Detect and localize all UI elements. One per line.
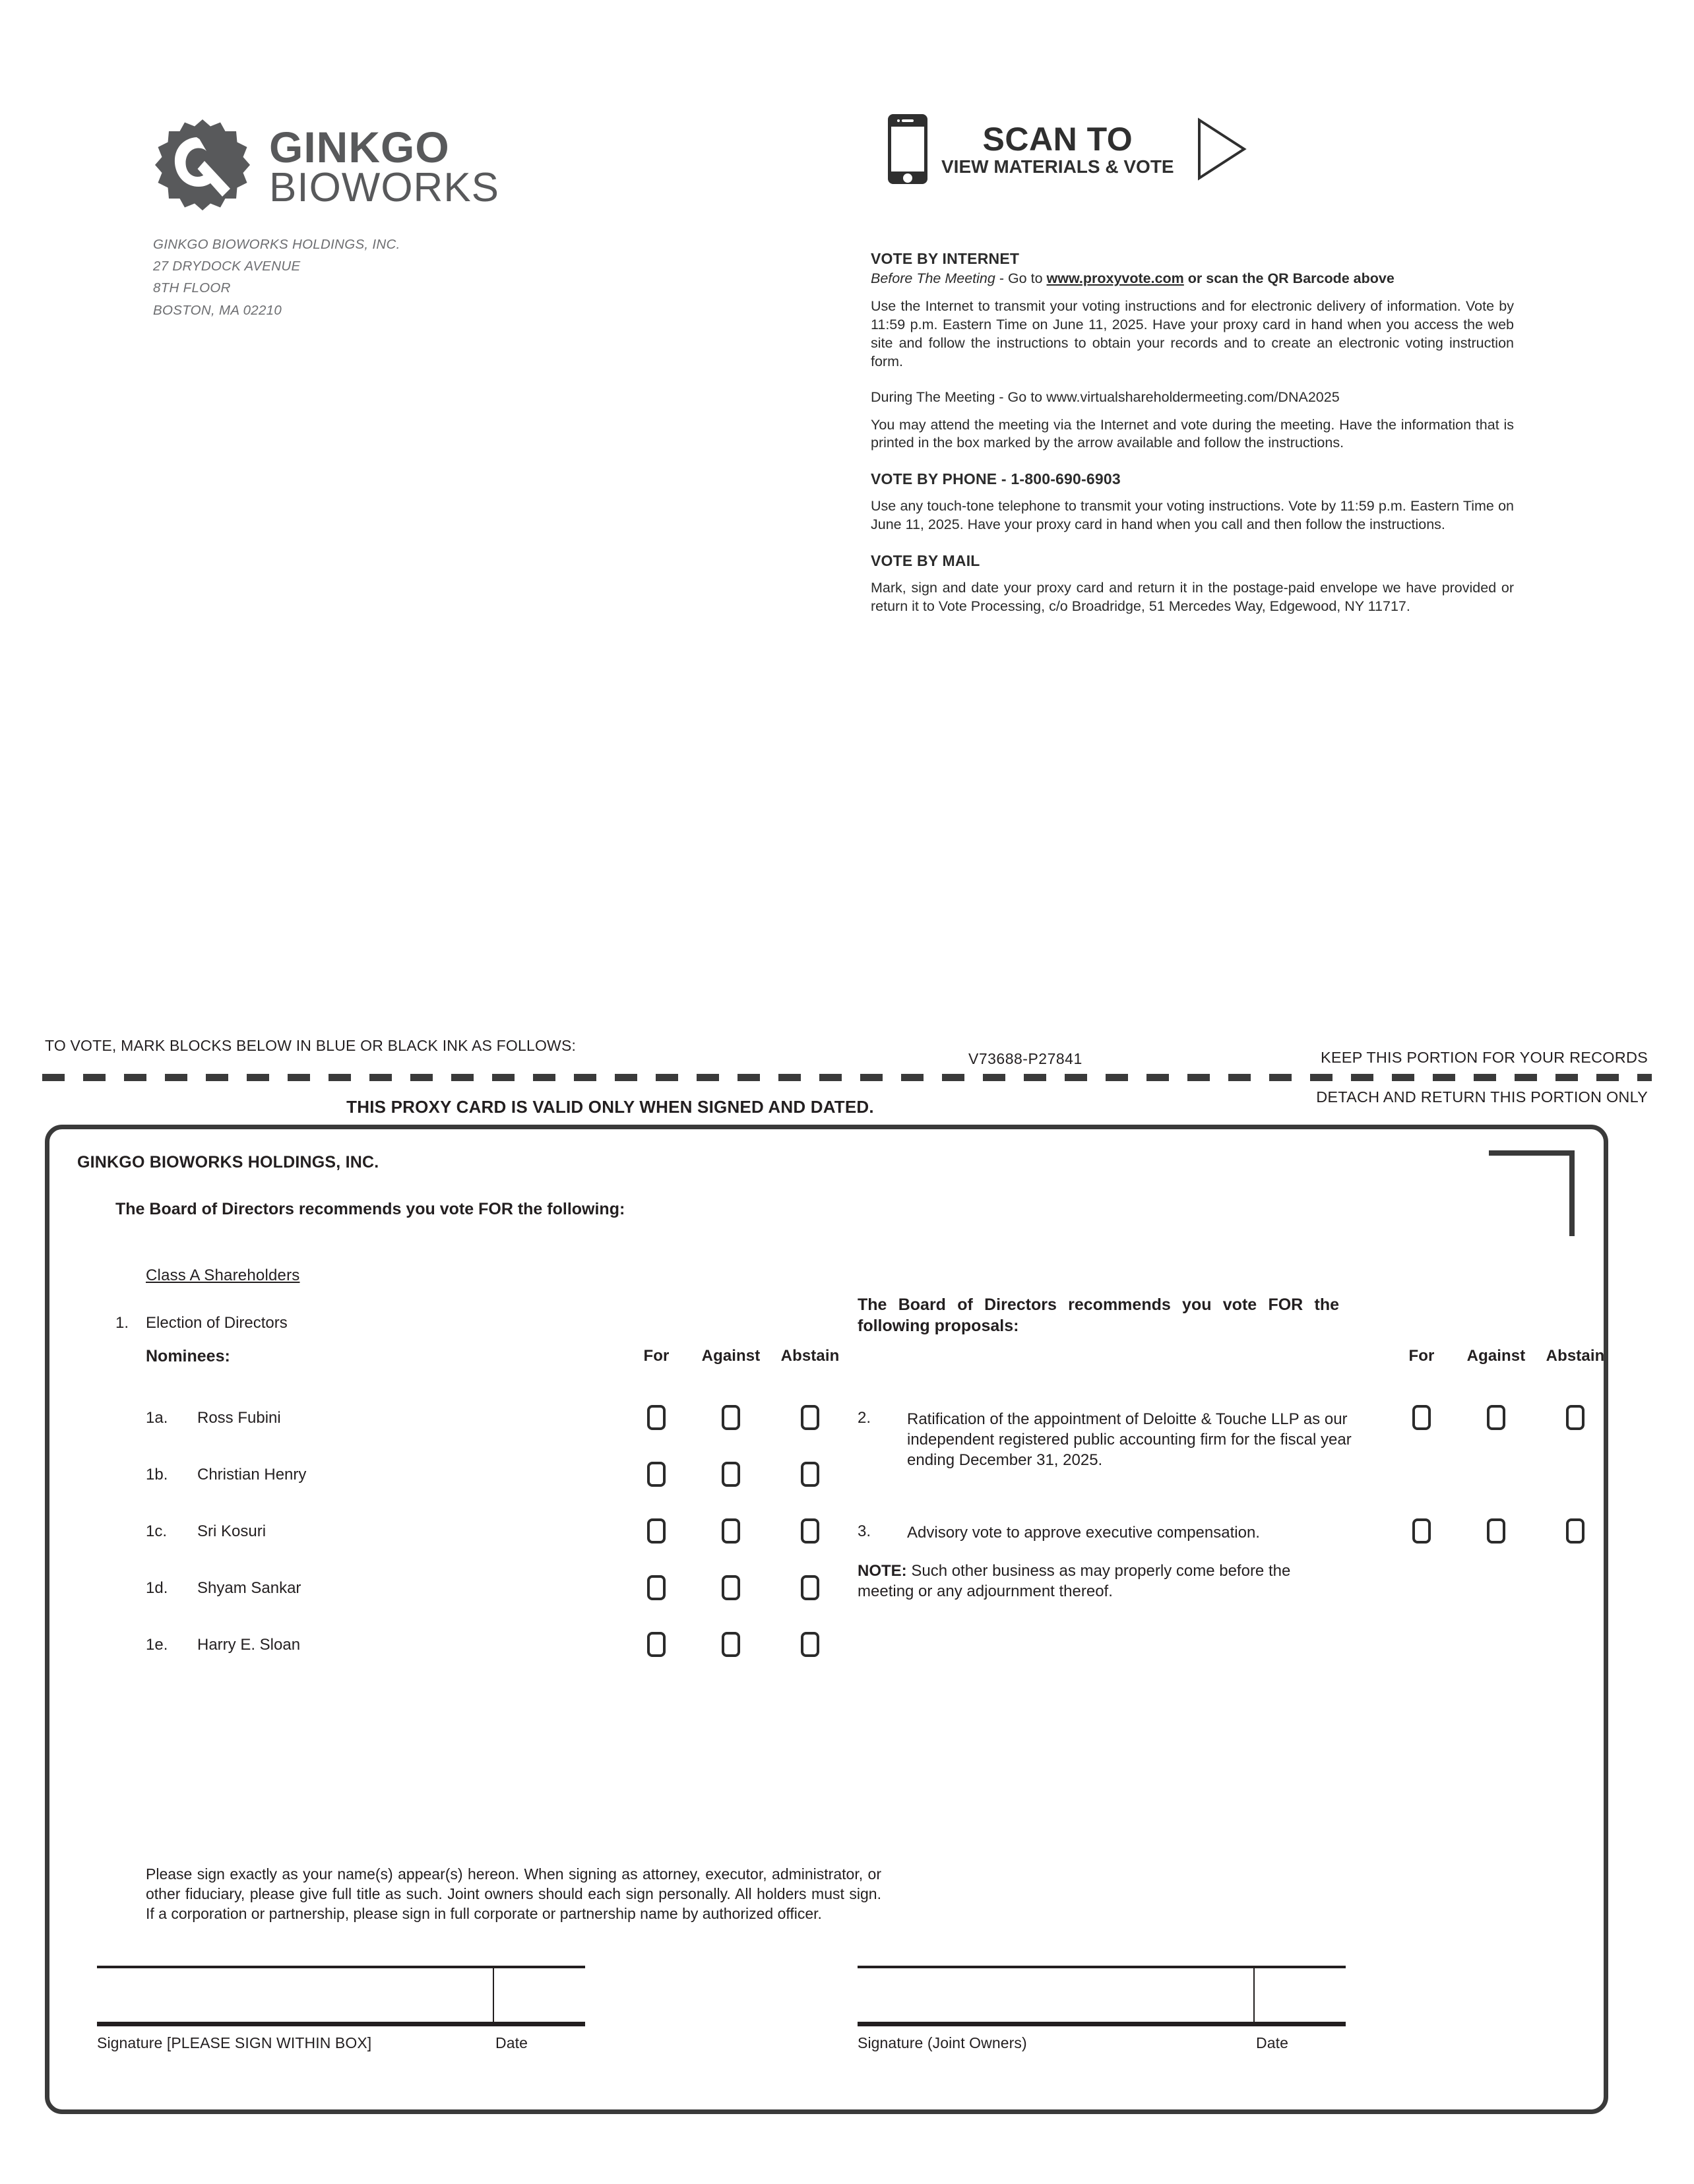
- logo-text-ginkgo: GINKGO: [269, 122, 450, 172]
- signature-date-label-joint: Date: [1256, 2034, 1288, 2051]
- note-text: Such other business as may properly come before the meeting or any adjournment thereof.: [858, 1562, 1291, 1600]
- signature-label-primary: Signature [PLEASE SIGN WITHIN BOX]: [97, 2034, 372, 2051]
- vote-by-mail-heading: VOTE BY MAIL: [871, 552, 980, 570]
- signature-instructions: Please sign exactly as your name(s) appear(s) hereon. When signing as attorney, executor, administrator, or other fiduciary, please give full title as such. Joint owners should each sign personally. All holders must sign. If a corporation or partnership, please sign in full corporate or partnership name by authorized officer.: [146, 1865, 881, 1922]
- scan-to-text: [941, 120, 1174, 177]
- checkbox-1d-abstain[interactable]: [801, 1575, 819, 1600]
- nominee-name-1b: Christian Henry: [197, 1466, 307, 1483]
- checkbox-1e-against[interactable]: [722, 1632, 740, 1657]
- nominees-label: Nominees:: [146, 1347, 230, 1365]
- class-a-shareholders-label: Class A Shareholders: [146, 1266, 300, 1284]
- nominee-key-1b: 1b.: [146, 1466, 168, 1483]
- nominee-name-1e: Harry E. Sloan: [197, 1636, 301, 1654]
- checkbox-proposal-2-abstain[interactable]: [1566, 1405, 1584, 1430]
- address-line-2: 27 DRYDOCK AVENUE: [153, 259, 301, 274]
- proposal-2-number: 2.: [858, 1409, 871, 1427]
- proposal-2-text: Ratification of the appointment of Deloitte & Touche LLP as our independent registered public accounting firm for the fiscal year ending December 31, 2025.: [907, 1410, 1352, 1470]
- mobile-phone-icon: [887, 113, 928, 185]
- nominee-key-1e: 1e.: [146, 1636, 168, 1654]
- checkbox-1b-against[interactable]: [722, 1462, 740, 1487]
- before-meeting-sep: - Go to: [995, 270, 1047, 286]
- board-recommendation-right: The Board of Directors recommends you vote FOR the following proposals:: [858, 1295, 1339, 1335]
- item-1-number: 1.: [115, 1314, 129, 1332]
- nominee-key-1c: 1c.: [146, 1522, 168, 1540]
- proxy-valid-note: THIS PROXY CARD IS VALID ONLY WHEN SIGNED AND DATED.: [346, 1097, 874, 1117]
- triangle-arrow-icon: [1195, 117, 1248, 181]
- checkbox-proposal-2-against[interactable]: [1487, 1405, 1505, 1430]
- right-column-header-against: Against: [1466, 1347, 1526, 1365]
- during-meeting-sep: - Go to: [995, 389, 1047, 405]
- checkbox-1a-for[interactable]: [647, 1405, 666, 1430]
- voting-instructions: [871, 249, 1514, 616]
- checkbox-1a-against[interactable]: [722, 1405, 740, 1430]
- signature-box-primary[interactable]: [97, 1966, 585, 2026]
- ginkgo-gear-logo-icon: [153, 117, 252, 216]
- address-line-3: 8TH FLOOR: [153, 280, 231, 296]
- checkbox-proposal-3-abstain[interactable]: [1566, 1518, 1584, 1544]
- before-meeting-tail: or scan the QR Barcode above: [1183, 270, 1395, 286]
- before-meeting-line: [871, 270, 1514, 288]
- detach-portion-label: DETACH AND RETURN THIS PORTION ONLY: [1316, 1088, 1648, 1106]
- checkbox-1e-abstain[interactable]: [801, 1632, 819, 1657]
- nominee-key-1a: 1a.: [146, 1409, 168, 1427]
- signature-date-divider-primary: [493, 1968, 494, 2022]
- nominee-key-1d: 1d.: [146, 1579, 168, 1597]
- internet-during-body: You may attend the meeting via the Internet and vote during the meeting. Have the information that is printed in the box marked by the arrow available and follow the instructions.: [871, 416, 1514, 451]
- note-block: [858, 1561, 1346, 1602]
- checkbox-proposal-3-against[interactable]: [1487, 1518, 1505, 1544]
- proxyvote-link[interactable]: www.proxyvote.com: [1046, 270, 1184, 286]
- checkbox-1e-for[interactable]: [647, 1632, 666, 1657]
- checkbox-1a-abstain[interactable]: [801, 1405, 819, 1430]
- checkbox-1c-for[interactable]: [647, 1518, 666, 1544]
- signature-date-divider-joint: [1253, 1968, 1255, 2022]
- checkbox-proposal-3-for[interactable]: [1412, 1518, 1431, 1544]
- proposal-3-number: 3.: [858, 1522, 871, 1540]
- scan-to-title: SCAN TO: [982, 120, 1133, 158]
- signature-label-joint: Signature (Joint Owners): [858, 2034, 1027, 2051]
- checkbox-proposal-2-for[interactable]: [1412, 1405, 1431, 1430]
- company-address: [153, 234, 522, 321]
- vote-by-phone-body: Use any touch-tone telephone to transmit your voting instructions. Vote by 11:59 p.m. Eastern Time on June 11, 2025. Have your proxy card in hand when you call and then follow the instructions.: [871, 498, 1514, 533]
- virtual-meeting-link[interactable]: www.virtualshareholdermeeting.com/DNA2025: [1046, 389, 1340, 405]
- proposal-3-text: Advisory vote to approve executive compensation.: [907, 1524, 1260, 1542]
- left-column-header-abstain: Abstain: [780, 1347, 840, 1365]
- logo-text-bioworks: BIOWORKS: [269, 164, 500, 210]
- control-number-corner-marker: [1489, 1150, 1575, 1236]
- during-meeting-line: [871, 389, 1514, 407]
- scan-to-vote-block: [887, 113, 1248, 185]
- nominee-name-1c: Sri Kosuri: [197, 1522, 267, 1540]
- left-column-header-for: For: [643, 1347, 670, 1365]
- board-recommendation-left: The Board of Directors recommends you vote FOR the following:: [115, 1200, 625, 1218]
- nominee-name-1a: Ross Fubini: [197, 1409, 281, 1427]
- left-column-header-against: Against: [701, 1347, 761, 1365]
- keep-portion-label: KEEP THIS PORTION FOR YOUR RECORDS: [1320, 1049, 1648, 1066]
- signature-date-label-primary: Date: [495, 2034, 528, 2051]
- company-logo-block: [153, 117, 522, 321]
- address-line-1: GINKGO BIOWORKS HOLDINGS, INC.: [153, 237, 400, 252]
- signature-box-joint[interactable]: [858, 1966, 1346, 2026]
- right-column-header-abstain: Abstain: [1546, 1347, 1605, 1365]
- vote-by-mail-body: Mark, sign and date your proxy card and return it in the postage-paid envelope we have provided or return it to Vote Processing, c/o Broadridge, 51 Mercedes Way, Edgewood, NY 11717.: [871, 580, 1514, 614]
- logo-row: [153, 117, 522, 216]
- scan-to-subtitle: VIEW MATERIALS & VOTE: [941, 156, 1174, 177]
- item-1-label: Election of Directors: [146, 1314, 288, 1332]
- checkbox-1c-against[interactable]: [722, 1518, 740, 1544]
- vote-by-phone-heading: VOTE BY PHONE - 1-800-690-6903: [871, 470, 1121, 488]
- internet-before-body: Use the Internet to transmit your voting instructions and for electronic delivery of information. Vote by 11:59 p.m. Eastern Time on June 11, 2025. Have your proxy card in hand when you access the web site and follow the instructions to obtain your records and to create an electronic voting instruction form.: [871, 297, 1514, 369]
- to-vote-instruction: TO VOTE, MARK BLOCKS BELOW IN BLUE OR BLACK INK AS FOLLOWS:: [45, 1037, 577, 1054]
- before-meeting-label: Before The Meeting: [871, 270, 995, 286]
- during-meeting-label: During The Meeting: [871, 389, 995, 405]
- proxy-card: [45, 1125, 1608, 2114]
- checkbox-1b-abstain[interactable]: [801, 1462, 819, 1487]
- control-number: V73688-P27841: [968, 1050, 1082, 1067]
- checkbox-1c-abstain[interactable]: [801, 1518, 819, 1544]
- logo-wordmark: [269, 122, 500, 210]
- detach-dashed-line: [42, 1074, 1652, 1081]
- nominee-name-1d: Shyam Sankar: [197, 1579, 301, 1597]
- right-column-header-for: For: [1408, 1347, 1435, 1365]
- checkbox-1d-for[interactable]: [647, 1575, 666, 1600]
- note-label: NOTE:: [858, 1562, 907, 1580]
- address-line-4: BOSTON, MA 02210: [153, 302, 282, 318]
- card-company-name: GINKGO BIOWORKS HOLDINGS, INC.: [77, 1153, 379, 1171]
- vote-by-internet-heading: VOTE BY INTERNET: [871, 250, 1020, 267]
- checkbox-1d-against[interactable]: [722, 1575, 740, 1600]
- checkbox-1b-for[interactable]: [647, 1462, 666, 1487]
